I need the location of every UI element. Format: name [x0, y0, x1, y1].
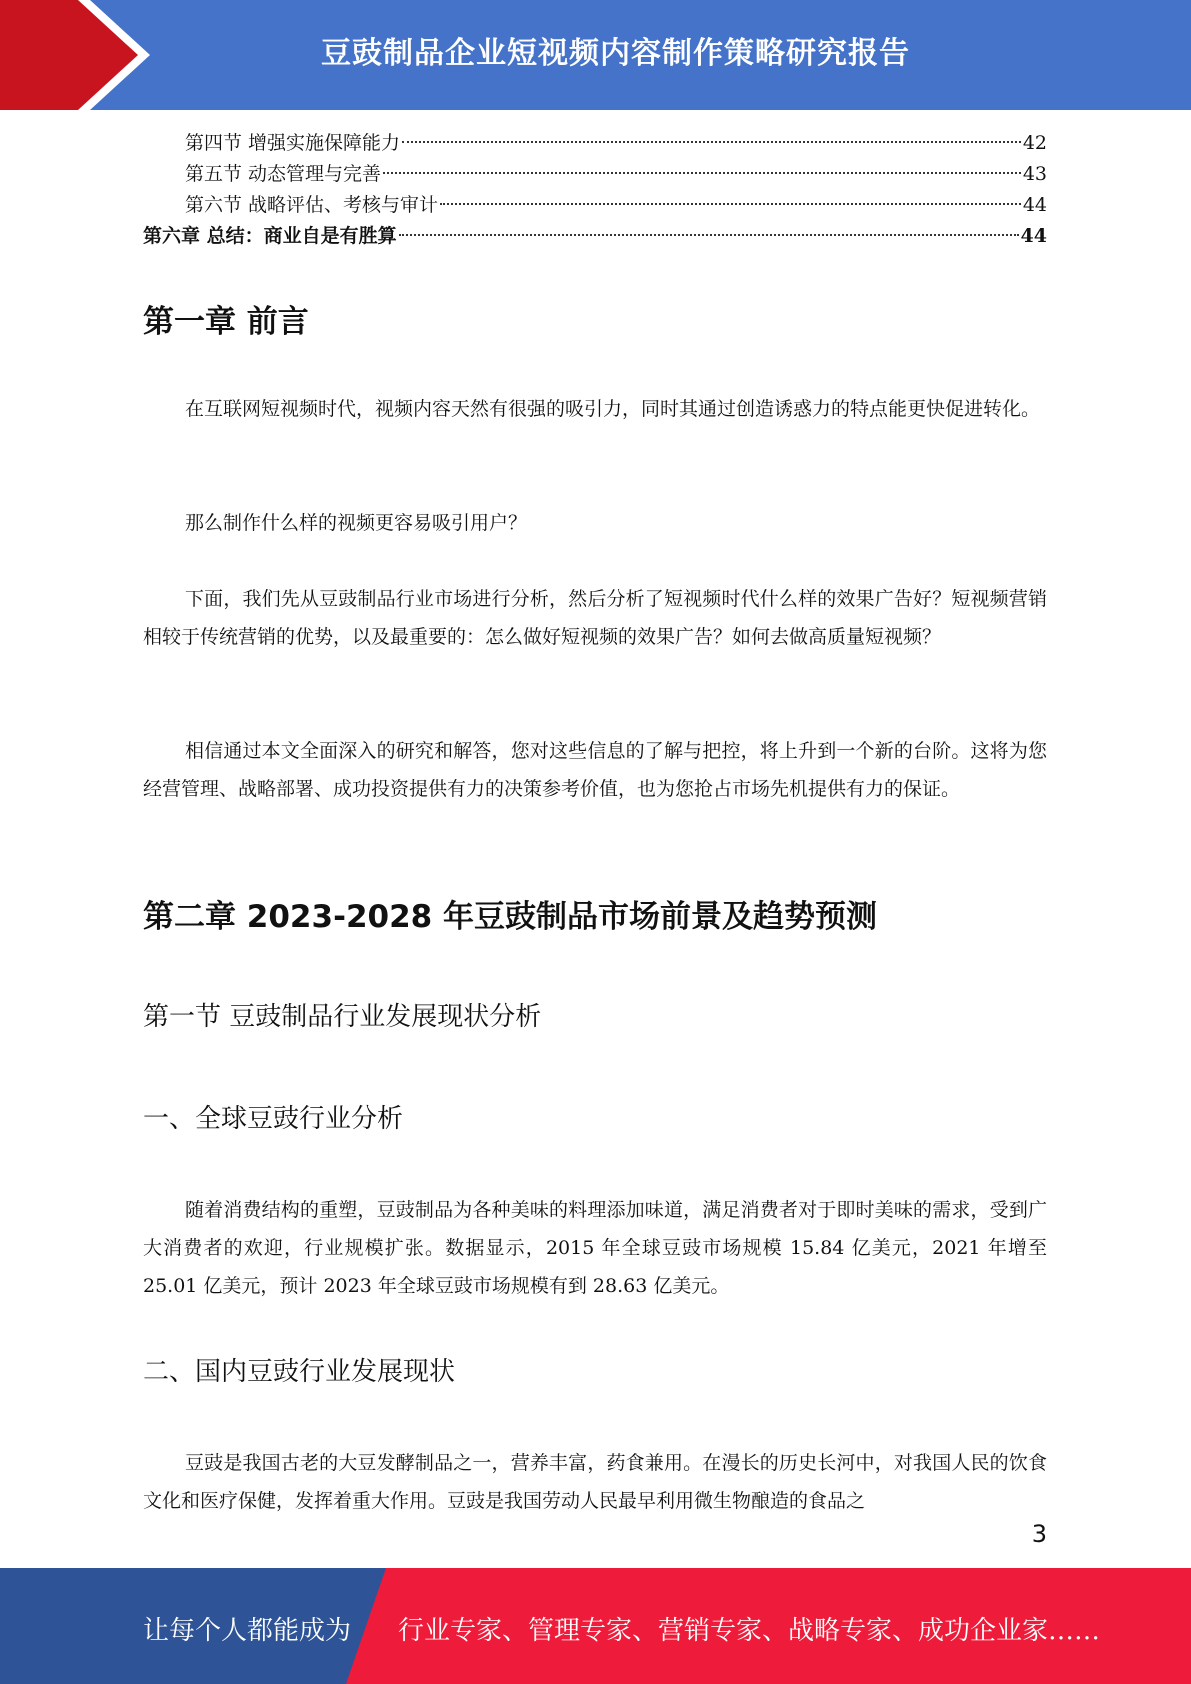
toc-item[interactable] — [143, 221, 1047, 252]
toc-leader-dots — [383, 172, 1021, 174]
footer-slogan-left: 让每个人都能成为 — [143, 1616, 352, 1646]
toc-leader-dots — [399, 234, 1019, 236]
document-title: 豆豉制品企业短视频内容制作策略研究报告 — [321, 36, 910, 71]
paragraph: 随着消费结构的重塑，豆豉制品为各种美味的料理添加味道，满足消费者对于即时美味的需求，受到广大消费者的欢迎，行业规模扩张。数据显示，2015 年全球豆豉市场规模 15.84 亿美元，2021 年增至 25.01 亿美元，预计 2023 年全球豆豉市场规模有到 28.63 亿美元。 — [143, 1199, 1047, 1297]
toc-item-title: 第四节 增强实施保障能力 — [185, 132, 401, 154]
toc-item-page: 44 — [1020, 225, 1047, 247]
toc-item-title: 第五节 动态管理与完善 — [185, 163, 382, 185]
toc-item-page: 42 — [1022, 132, 1047, 154]
toc-item[interactable] — [143, 128, 1047, 159]
paragraph: 那么制作什么样的视频更容易吸引用户？ — [185, 512, 528, 534]
toc-item[interactable] — [143, 190, 1047, 221]
paragraph: 下面，我们先从豆豉制品行业市场进行分析，然后分析了短视频时代什么样的效果广告好？短视频营销相较于传统营销的优势，以及最重要的：怎么做好短视频的效果广告？如何去做高质量短视频？ — [143, 588, 1047, 648]
subsection-heading: 一、全球豆豉行业分析 — [143, 1104, 404, 1134]
toc-leader-dots — [402, 141, 1021, 143]
chapter-1-heading: 第一章 前言 — [143, 304, 309, 340]
toc-item-title: 第六节 战略评估、考核与审计 — [185, 194, 439, 216]
toc-leader-dots — [440, 203, 1021, 205]
toc-item-page: 44 — [1022, 194, 1047, 216]
toc-item[interactable] — [143, 159, 1047, 190]
section-heading: 第一节 豆豉制品行业发展现状分析 — [143, 1002, 542, 1032]
page-content — [143, 128, 1047, 1512]
page-footer — [0, 1568, 1191, 1684]
paragraph: 豆豉是我国古老的大豆发酵制品之一，营养丰富，药食兼用。在漫长的历史长河中，对我国人民的饮食文化和医疗保健，发挥着重大作用。豆豉是我国劳动人民最早利用微生物酿造的食品之 — [143, 1452, 1047, 1512]
paragraph: 相信通过本文全面深入的研究和解答，您对这些信息的了解与把控，将上升到一个新的台阶。这将为您经营管理、战略部署、成功投资提供有力的决策参考价值，也为您抢占市场先机提供有力的保证。 — [143, 740, 1047, 800]
paragraph: 在互联网短视频时代，视频内容天然有很强的吸引力，同时其通过创造诱惑力的特点能更快促进转化。 — [185, 398, 1041, 420]
table-of-contents — [143, 128, 1047, 252]
toc-item-title: 第六章 总结：商业自是有胜算 — [143, 225, 397, 247]
subsection-heading: 二、国内豆豉行业发展现状 — [143, 1357, 456, 1387]
toc-item-page: 43 — [1022, 163, 1047, 185]
page-number: 3 — [1031, 1520, 1047, 1548]
footer-slogan-right: 行业专家、管理专家、营销专家、战略专家、成功企业家…… — [398, 1616, 1101, 1646]
page-header — [0, 0, 1191, 110]
red-chevron-icon — [0, 0, 160, 110]
chapter-2-heading: 第二章 2023-2028 年豆豉制品市场前景及趋势预测 — [143, 899, 878, 935]
